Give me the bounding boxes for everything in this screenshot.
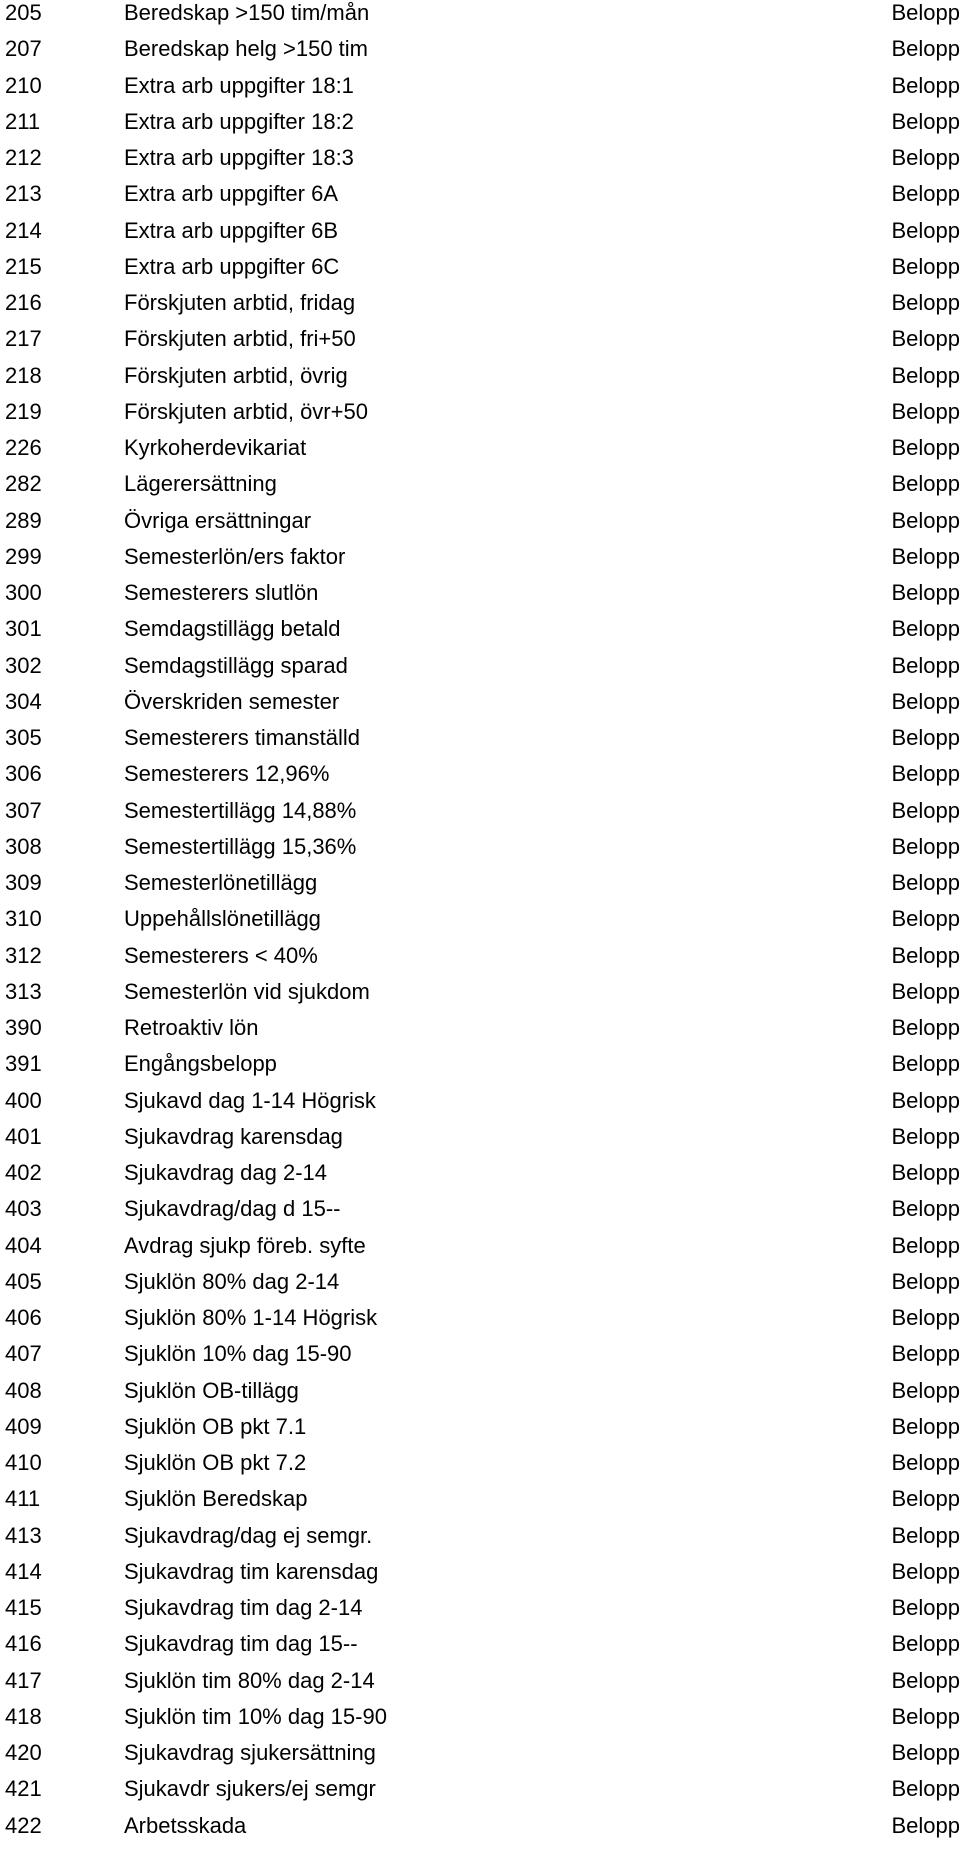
row-code: 405 [5,1268,42,1294]
row-description: Förskjuten arbtid, fridag [124,290,356,315]
row-code: 310 [5,906,42,932]
row-type: Belopp [891,217,960,243]
row-type: Belopp [891,761,960,787]
row-type: Belopp [891,326,960,352]
row-code: 304 [5,688,42,714]
table-row [0,254,960,290]
table-row [0,1196,960,1232]
row-description: Överskriden semester [124,688,340,714]
row-type: Belopp [891,942,960,968]
table-row [0,471,960,507]
table-row [0,1740,960,1776]
row-code: 305 [5,725,42,750]
table-row [0,544,960,580]
table-row [0,870,960,906]
row-type: Belopp [891,362,960,388]
row-type: Belopp [891,688,960,714]
table-row [0,1631,960,1667]
table-row [0,1559,960,1595]
table-row [0,290,960,326]
row-code: 282 [5,471,42,497]
row-code: 216 [5,290,42,315]
row-description: Sjuklön 10% dag 15-90 [124,1341,352,1367]
table-row [0,1269,960,1305]
table-row [0,1233,960,1269]
row-description: Kyrkoherdevikariat [124,435,307,460]
row-description: Sjuklön tim 10% dag 15-90 [124,1703,387,1729]
row-code: 414 [5,1558,42,1584]
row-type: Belopp [891,833,960,859]
row-description: Sjukavdrag/dag d 15-- [124,1196,341,1222]
row-type: Belopp [891,1015,960,1040]
row-type: Belopp [891,398,960,424]
row-type: Belopp [891,797,960,823]
table-row [0,1450,960,1486]
row-code: 213 [5,181,42,207]
row-code: 300 [5,580,42,605]
row-code: 308 [5,833,42,859]
row-description: Extra arb uppgifter 18:2 [124,108,354,134]
row-type: Belopp [891,1486,960,1512]
row-description: Semesterers timanställd [124,725,360,750]
table-row [0,906,960,942]
row-type: Belopp [891,906,960,932]
row-type: Belopp [891,1160,960,1185]
row-type: Belopp [891,870,960,895]
table-row [0,1486,960,1522]
row-code: 410 [5,1450,42,1475]
table-row [0,1776,960,1812]
row-code: 413 [5,1522,42,1548]
table-row [0,145,960,181]
row-type: Belopp [891,1558,960,1584]
row-type: Belopp [891,1051,960,1077]
row-code: 403 [5,1196,42,1222]
table-row [0,1668,960,1704]
row-type: Belopp [891,1812,960,1838]
table-row [0,181,960,217]
row-code: 207 [5,36,42,62]
row-code: 215 [5,253,42,279]
table-row [0,979,960,1015]
row-code: 421 [5,1776,42,1802]
row-description: Semestertillägg 15,36% [124,833,357,859]
table-row [0,508,960,544]
row-type: Belopp [891,1413,960,1439]
row-description: Sjukavdrag tim dag 15-- [124,1631,358,1657]
row-type: Belopp [891,580,960,605]
table-row [0,616,960,652]
row-type: Belopp [891,72,960,98]
row-code: 211 [5,108,41,134]
row-type: Belopp [891,471,960,497]
row-type: Belopp [891,1667,960,1693]
row-type: Belopp [891,1522,960,1548]
row-description: Semesterlön vid sjukdom [124,978,370,1004]
row-type: Belopp [891,36,960,62]
row-description: Sjukavdrag dag 2-14 [124,1160,328,1185]
row-code: 411 [5,1486,41,1512]
row-description: Övriga ersättningar [124,507,312,533]
row-description: Sjuklön OB-tillägg [124,1377,299,1403]
row-description: Semesterers < 40% [124,942,318,968]
row-code: 301 [5,616,42,642]
table-row [0,1341,960,1377]
table-row [0,943,960,979]
row-description: Semestertillägg 14,88% [124,797,357,823]
row-code: 420 [5,1740,42,1765]
row-type: Belopp [891,0,960,25]
row-code: 299 [5,543,42,569]
row-type: Belopp [891,652,960,678]
table-row [0,798,960,834]
table-row [0,1414,960,1450]
table-row [0,399,960,435]
row-type: Belopp [891,978,960,1004]
row-code: 205 [5,0,42,25]
row-code: 226 [5,435,42,460]
table-row [0,1305,960,1341]
table-row [0,1051,960,1087]
row-description: Retroaktiv lön [124,1015,259,1040]
row-code: 307 [5,797,42,823]
table-row [0,73,960,109]
row-description: Sjuklön OB pkt 7.1 [124,1413,307,1439]
row-code: 409 [5,1413,42,1439]
row-code: 391 [5,1051,42,1077]
row-description: Sjuklön 80% dag 2-14 [124,1268,340,1294]
row-type: Belopp [891,543,960,569]
row-description: Extra arb uppgifter 6A [124,181,339,207]
row-description: Sjuklön 80% 1-14 Högrisk [124,1305,378,1330]
row-description: Förskjuten arbtid, övr+50 [124,398,368,424]
row-description: Sjuklön OB pkt 7.2 [124,1450,307,1475]
row-description: Semdagstillägg sparad [124,652,348,678]
row-code: 422 [5,1812,42,1838]
row-description: Sjukavdrag sjukersättning [124,1740,376,1765]
row-description: Engångsbelopp [124,1051,277,1077]
table-row [0,435,960,471]
row-type: Belopp [891,181,960,207]
row-code: 219 [5,398,42,424]
row-code: 416 [5,1631,42,1657]
row-description: Sjukavdrag/dag ej semgr. [124,1522,373,1548]
row-description: Sjuklön Beredskap [124,1486,308,1512]
row-code: 418 [5,1703,42,1729]
row-description: Sjukavdrag karensdag [124,1123,343,1149]
row-type: Belopp [891,507,960,533]
row-type: Belopp [891,1450,960,1475]
row-description: Extra arb uppgifter 6C [124,253,340,279]
table-row [0,689,960,725]
row-type: Belopp [891,725,960,750]
row-type: Belopp [891,1703,960,1729]
row-type: Belopp [891,1740,960,1765]
row-code: 404 [5,1232,42,1258]
row-description: Extra arb uppgifter 6B [124,217,339,243]
table-row [0,109,960,145]
table-row [0,36,960,72]
row-type: Belopp [891,1341,960,1367]
table-row [0,0,960,36]
row-description: Beredskap helg >150 tim [124,36,368,62]
row-code: 306 [5,761,42,787]
table-row [0,326,960,362]
row-type: Belopp [891,253,960,279]
row-type: Belopp [891,1232,960,1258]
row-code: 400 [5,1087,42,1113]
row-code: 390 [5,1015,42,1040]
row-type: Belopp [891,1196,960,1222]
row-code: 210 [5,72,42,98]
row-description: Uppehållslönetillägg [124,906,321,932]
row-type: Belopp [891,1595,960,1620]
row-type: Belopp [891,1305,960,1330]
row-description: Extra arb uppgifter 18:1 [124,72,354,98]
row-type: Belopp [891,1776,960,1802]
row-type: Belopp [891,290,960,315]
row-type: Belopp [891,435,960,460]
row-code: 212 [5,145,42,170]
row-code: 401 [5,1123,42,1149]
row-type: Belopp [891,1123,960,1149]
row-description: Semesterlön/ers faktor [124,543,346,569]
row-description: Förskjuten arbtid, fri+50 [124,326,356,352]
row-code: 408 [5,1377,42,1403]
row-code: 217 [5,326,42,352]
table-row [0,1595,960,1631]
row-description: Arbetsskada [124,1812,247,1838]
table-row [0,834,960,870]
row-code: 417 [5,1667,42,1693]
row-description: Sjukavdrag tim karensdag [124,1558,379,1584]
table-row [0,1378,960,1414]
row-code: 407 [5,1341,42,1367]
row-type: Belopp [891,616,960,642]
row-code: 402 [5,1160,42,1185]
row-code: 406 [5,1305,42,1330]
row-description: Sjukavd dag 1-14 Högrisk [124,1087,376,1113]
row-description: Sjukavdrag tim dag 2-14 [124,1595,363,1620]
row-description: Avdrag sjukp föreb. syfte [124,1232,366,1258]
row-description: Beredskap >150 tim/mån [124,0,370,25]
row-code: 415 [5,1595,42,1620]
row-code: 309 [5,870,42,895]
table-row [0,1015,960,1051]
row-description: Semesterers 12,96% [124,761,330,787]
row-description: Extra arb uppgifter 18:3 [124,145,354,170]
table-row [0,218,960,254]
row-type: Belopp [891,1377,960,1403]
row-description: Semdagstillägg betald [124,616,341,642]
row-code: 289 [5,507,42,533]
row-code: 313 [5,978,42,1004]
row-description: Semesterlönetillägg [124,870,318,895]
row-type: Belopp [891,1087,960,1113]
row-description: Förskjuten arbtid, övrig [124,362,348,388]
row-type: Belopp [891,145,960,170]
row-type: Belopp [891,108,960,134]
row-code: 312 [5,942,42,968]
row-description: Sjukavdr sjukers/ej semgr [124,1776,376,1802]
row-type: Belopp [891,1631,960,1657]
table-row [0,580,960,616]
row-description: Sjuklön tim 80% dag 2-14 [124,1667,375,1693]
table-row [0,1523,960,1559]
row-description: Semesterers slutlön [124,580,319,605]
row-type: Belopp [891,1268,960,1294]
table-row [0,653,960,689]
row-code: 302 [5,652,42,678]
row-description: Lägerersättning [124,471,277,497]
table-row [0,363,960,399]
table-row [0,1124,960,1160]
table-row [0,1088,960,1124]
table-row [0,1160,960,1196]
table-row [0,761,960,797]
row-code: 214 [5,217,42,243]
table-row [0,725,960,761]
row-code: 218 [5,362,42,388]
table-row [0,1704,960,1740]
